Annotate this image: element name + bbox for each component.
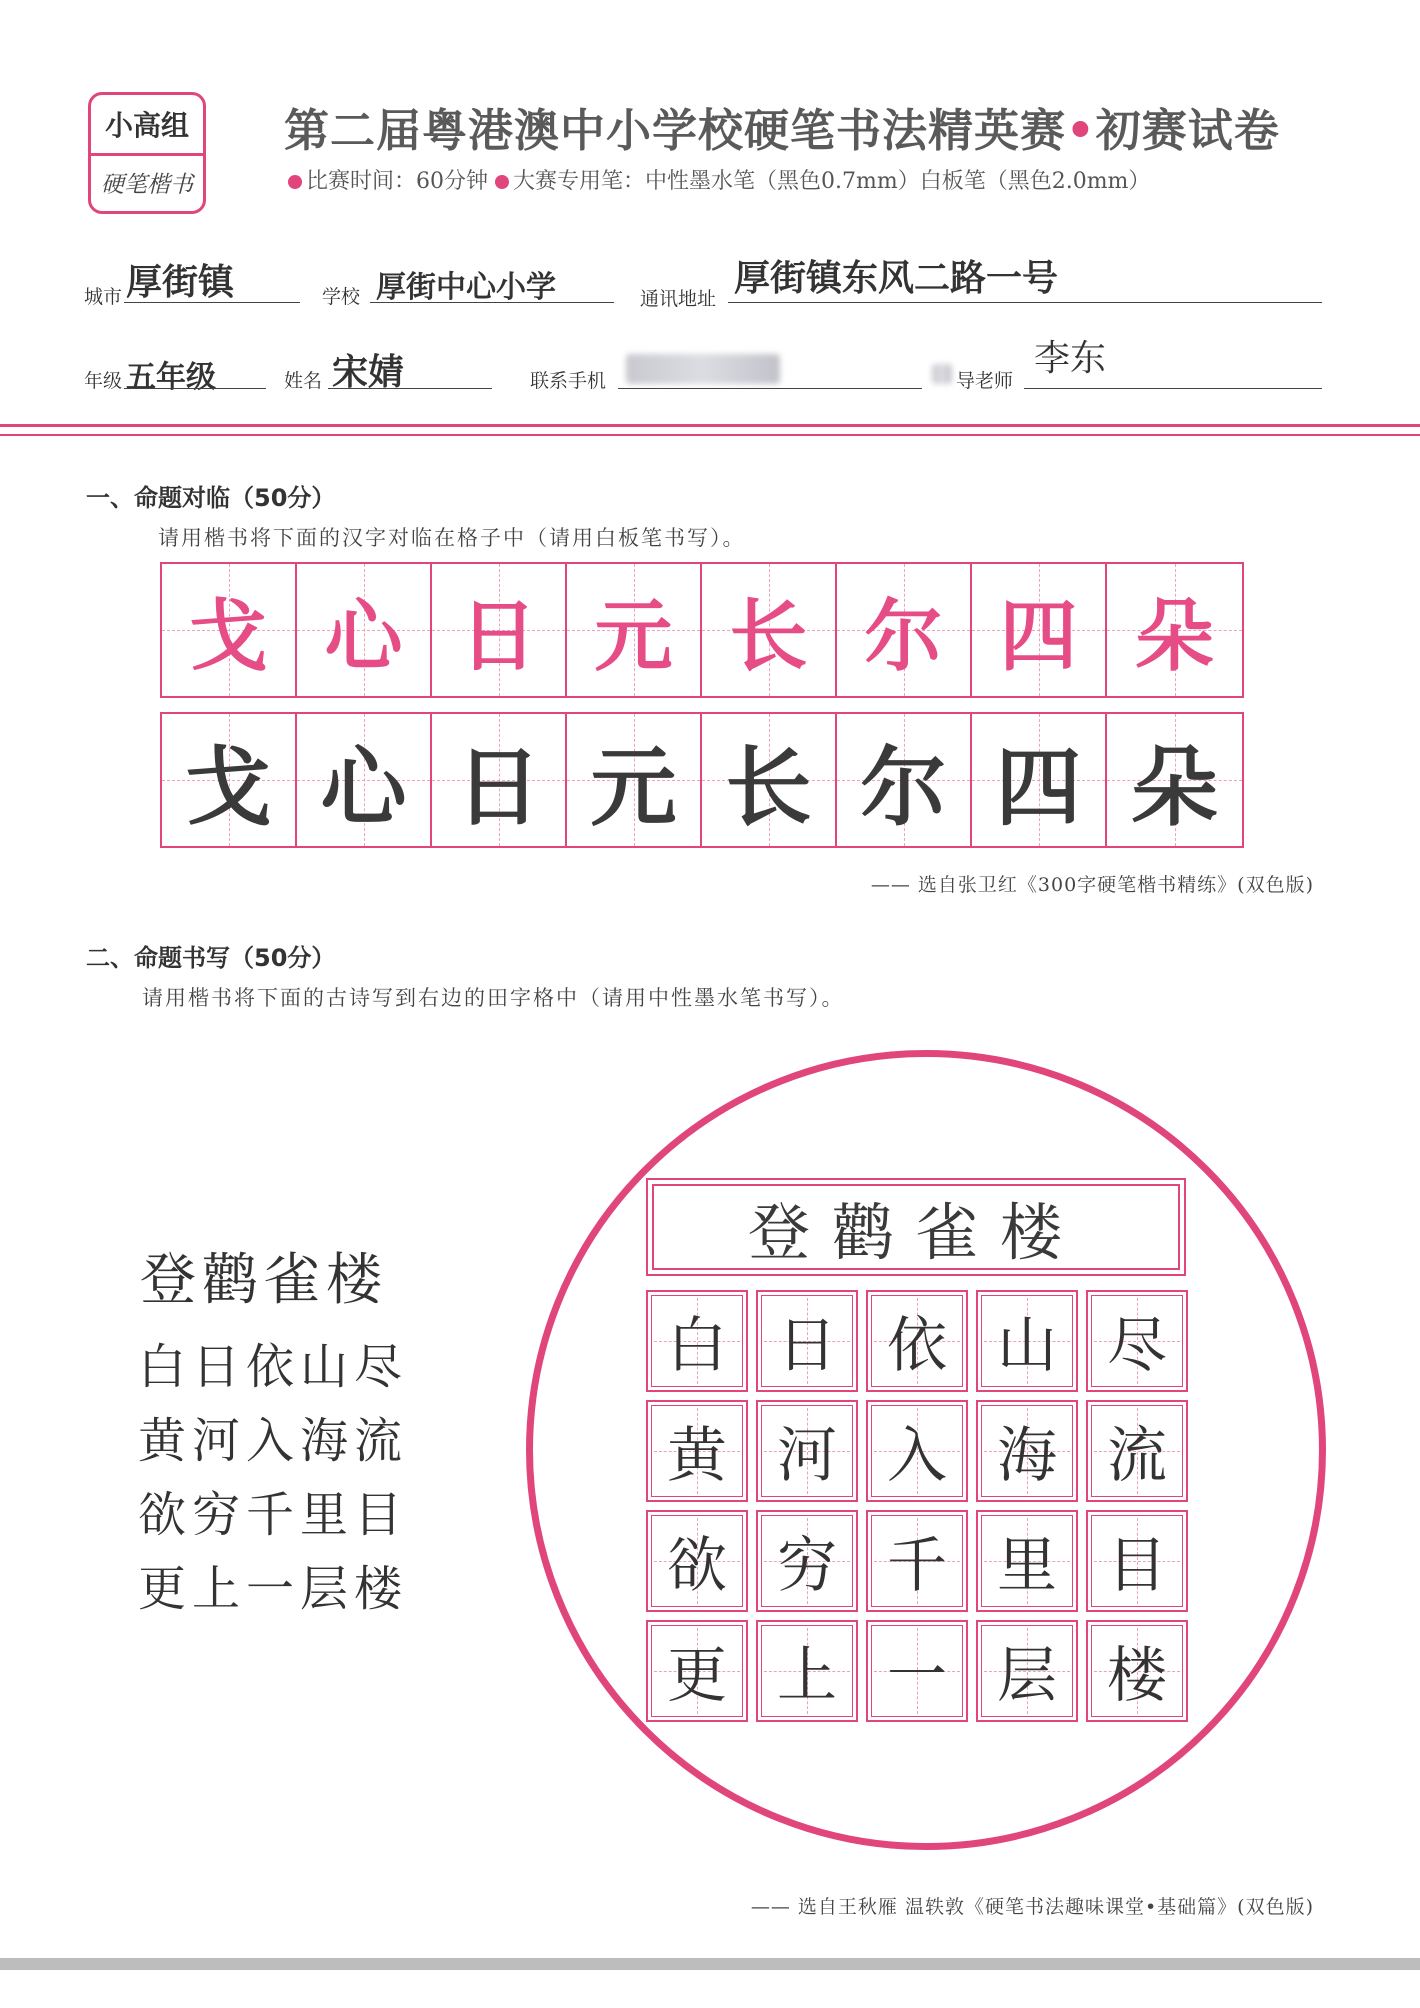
divider-bottom xyxy=(0,434,1420,436)
grade-label: 年级 xyxy=(84,370,123,392)
model-char: 朵 xyxy=(1135,591,1214,682)
phone-underline xyxy=(618,388,922,389)
written-title: 登鹳雀楼 xyxy=(747,1195,1084,1269)
poem-char-cell xyxy=(866,1400,968,1502)
written-char: 千 xyxy=(887,1531,947,1601)
written-char: 楼 xyxy=(1107,1641,1167,1711)
copy-char-grid xyxy=(160,712,1244,848)
written-char: 一 xyxy=(887,1641,947,1711)
poem-char-cell xyxy=(976,1510,1078,1612)
teacher-value: 李东 xyxy=(1034,338,1107,379)
copy-char: 元 xyxy=(590,737,677,838)
poem-char-cell xyxy=(756,1620,858,1722)
exam-info xyxy=(288,164,1150,195)
written-char: 河 xyxy=(777,1421,837,1491)
model-char-cell xyxy=(567,564,702,696)
poem-char-cell xyxy=(976,1400,1078,1502)
divider-top xyxy=(0,424,1420,427)
copy-char-cell xyxy=(297,714,432,846)
badge-group-label: 小高组 xyxy=(91,95,203,156)
page-title xyxy=(284,94,1280,159)
city-label: 城市 xyxy=(84,286,123,308)
name-underline xyxy=(328,388,492,389)
bullet-icon xyxy=(495,175,509,189)
poem-char-cell xyxy=(646,1400,748,1502)
school-label: 学校 xyxy=(322,286,361,308)
teacher-label: 导老师 xyxy=(956,370,1014,392)
poem-char-cell xyxy=(866,1510,968,1612)
bullet-icon xyxy=(288,175,302,189)
copy-char-cell xyxy=(1107,714,1242,846)
written-char: 尽 xyxy=(1107,1311,1167,1381)
poem-char-cell xyxy=(756,1400,858,1502)
poem-lines xyxy=(138,1330,408,1626)
written-char: 流 xyxy=(1107,1421,1167,1491)
section2-source: —— 选自王秋雁 温轶敦《硬笔书法趣味课堂•基础篇》(双色版) xyxy=(750,1896,1314,1918)
model-char: 日 xyxy=(459,591,538,682)
redacted-mark xyxy=(932,364,952,384)
poem-char-cell xyxy=(756,1510,858,1612)
copy-char-cell xyxy=(567,714,702,846)
city-underline xyxy=(124,302,300,303)
section1-title: 一、命题对临（50分） xyxy=(86,484,336,512)
copy-char: 心 xyxy=(320,737,407,838)
teacher-underline xyxy=(1024,388,1322,389)
address-value: 厚街镇东风二路一号 xyxy=(734,257,1059,299)
section1-instruction: 请用楷书将下面的汉字对临在格子中（请用白板笔书写）。 xyxy=(158,526,746,550)
poem-char-grid xyxy=(646,1290,1188,1722)
copy-char-cell xyxy=(432,714,567,846)
written-char: 更 xyxy=(667,1641,727,1711)
poem-char-cell xyxy=(866,1620,968,1722)
poem-line: 欲穷千里目 xyxy=(138,1487,409,1543)
written-char: 里 xyxy=(997,1531,1057,1601)
copy-char: 四 xyxy=(995,737,1082,838)
model-char-grid xyxy=(160,562,1244,698)
poem-char-cell xyxy=(1086,1290,1188,1392)
model-char: 心 xyxy=(324,591,403,682)
poem-char-cell xyxy=(646,1290,748,1392)
city-value: 厚街镇 xyxy=(126,261,235,303)
written-char: 层 xyxy=(997,1641,1057,1711)
poem-char-cell xyxy=(756,1290,858,1392)
poem-line: 更上一层楼 xyxy=(138,1561,409,1617)
written-char: 欲 xyxy=(667,1531,727,1601)
group-badge xyxy=(88,92,206,214)
poem-char-cell xyxy=(866,1290,968,1392)
copy-char-cell xyxy=(972,714,1107,846)
poem-char-cell xyxy=(1086,1510,1188,1612)
copy-char-cell xyxy=(162,714,297,846)
model-char-cell xyxy=(702,564,837,696)
copy-char-cell xyxy=(702,714,837,846)
model-char-cell xyxy=(972,564,1107,696)
written-char: 入 xyxy=(887,1421,947,1491)
poem-char-cell xyxy=(646,1620,748,1722)
section2-title: 二、命题书写（50分） xyxy=(86,944,336,972)
copy-char: 尔 xyxy=(860,737,947,838)
written-char: 目 xyxy=(1107,1531,1167,1601)
model-char-cell xyxy=(1107,564,1242,696)
poem-title: 登鹳雀楼 xyxy=(140,1248,388,1313)
poem-line: 黄河入海流 xyxy=(138,1413,409,1469)
school-value: 厚街中心小学 xyxy=(376,270,556,305)
time-info: 比赛时间：60分钟 xyxy=(306,169,488,194)
copy-char-cell xyxy=(837,714,972,846)
poem-char-cell xyxy=(976,1620,1078,1722)
model-char: 戈 xyxy=(189,591,268,682)
copy-char: 日 xyxy=(455,737,542,838)
address-underline xyxy=(728,302,1322,303)
phone-redacted xyxy=(626,354,780,384)
scan-edge-band xyxy=(0,1958,1420,1970)
title-main: 第二届粤港澳中小学校硬笔书法精英赛 xyxy=(284,104,1067,157)
section2-instruction: 请用楷书将下面的古诗写到右边的田字格中（请用中性墨水笔书写）。 xyxy=(142,986,845,1010)
address-label: 通讯地址 xyxy=(640,288,717,310)
model-char: 尔 xyxy=(864,591,943,682)
written-char: 黄 xyxy=(667,1421,727,1491)
written-char: 白 xyxy=(667,1311,727,1381)
copy-char: 长 xyxy=(725,737,812,838)
model-char: 长 xyxy=(729,591,808,682)
badge-category-label: 硬笔楷书 xyxy=(101,171,193,198)
poem-line: 白日依山尽 xyxy=(138,1339,409,1395)
school-underline xyxy=(370,302,614,303)
written-char: 山 xyxy=(997,1311,1057,1381)
model-char: 元 xyxy=(594,591,673,682)
model-char: 四 xyxy=(999,591,1078,682)
title-separator: • xyxy=(1066,104,1096,157)
model-char-cell xyxy=(162,564,297,696)
pen-info: 大赛专用笔：中性墨水笔（黑色0.7mm）白板笔（黑色2.0mm） xyxy=(513,169,1151,194)
written-char: 上 xyxy=(777,1641,837,1711)
title-tail: 初赛试卷 xyxy=(1095,104,1280,157)
written-char: 海 xyxy=(997,1421,1057,1491)
written-char: 穷 xyxy=(777,1531,837,1601)
model-char-cell xyxy=(432,564,567,696)
written-title-box xyxy=(646,1178,1186,1276)
model-char-cell xyxy=(297,564,432,696)
model-char-cell xyxy=(837,564,972,696)
poem-char-cell xyxy=(976,1290,1078,1392)
poem-char-cell xyxy=(1086,1620,1188,1722)
phone-label: 联系手机 xyxy=(530,370,607,392)
written-char: 依 xyxy=(887,1311,947,1381)
poem-char-cell xyxy=(646,1510,748,1612)
grade-underline xyxy=(124,388,266,389)
name-value: 宋婧 xyxy=(332,351,405,393)
copy-char: 朵 xyxy=(1131,737,1218,838)
poem-char-cell xyxy=(1086,1400,1188,1502)
grade-value: 五年级 xyxy=(126,360,216,395)
written-char: 日 xyxy=(777,1311,837,1381)
name-label: 姓名 xyxy=(284,370,323,392)
section1-source: —— 选自张卫红《300字硬笔楷书精练》(双色版) xyxy=(870,874,1314,896)
copy-char: 戈 xyxy=(185,737,272,838)
